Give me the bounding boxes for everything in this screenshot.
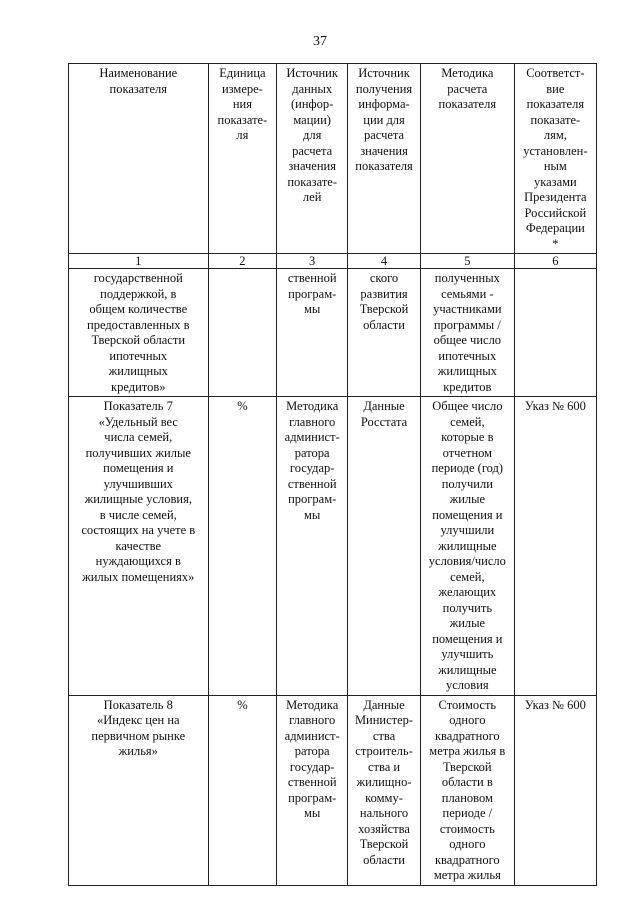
header-indicator-name: Наименование показателя	[69, 64, 209, 254]
header-data-source: Источник данных (инфор- мации) для расчета значения показате- лей	[277, 64, 348, 254]
cell-info-source: Данные Министер- ства строитель- ства и жилищно- комму- нального хозяйства Тверской области	[348, 695, 421, 885]
table-row-continued	[69, 269, 597, 397]
table-row-indicator-8	[69, 695, 597, 885]
cell-info-source: Данные Росстата	[348, 397, 421, 696]
cell-unit: %	[208, 397, 277, 696]
cell-unit	[208, 269, 277, 397]
cell-decree: Указ № 600	[514, 397, 596, 696]
cell-method: Стоимость одного квадратного метра жилья в Тверской области в плановом периоде / стоимость одного квадратного метра жилья	[420, 695, 514, 885]
cell-info-source: ского развития Тверской области	[348, 269, 421, 397]
column-number: 3	[277, 254, 348, 269]
table-row-indicator-7	[69, 397, 597, 696]
table-header-row	[69, 64, 597, 254]
column-number: 6	[514, 254, 596, 269]
header-info-source: Источник получения информа- ции для расчета значения показателя	[348, 64, 421, 254]
header-presidential-decree: Соответст- вие показателя показате- лям, установлен- ным указами Президента Российской Федерации *	[514, 64, 596, 254]
header-calculation-method: Методика расчета показателя	[420, 64, 514, 254]
header-unit: Единица измере- ния показате- ля	[208, 64, 277, 254]
column-number: 4	[348, 254, 421, 269]
page-number: 37	[313, 34, 327, 49]
indicators-table	[68, 63, 597, 886]
cell-unit: %	[208, 695, 277, 885]
cell-data-source: Методика главного админист- ратора государ- ственной програм- мы	[277, 695, 348, 885]
cell-indicator-name: Показатель 8 «Индекс цен на первичном рынке жилья»	[69, 695, 209, 885]
column-number: 5	[420, 254, 514, 269]
column-number: 2	[208, 254, 277, 269]
cell-decree	[514, 269, 596, 397]
cell-indicator-name: государственной поддержкой, в общем количестве предоставленных в Тверской области ипотечных жилищных кредитов»	[69, 269, 209, 397]
cell-data-source: Методика главного админист- ратора государ- ственной програм- мы	[277, 397, 348, 696]
cell-method: полученных семьями - участниками программы / общее число ипотечных жилищных кредитов	[420, 269, 514, 397]
cell-decree: Указ № 600	[514, 695, 596, 885]
cell-data-source: ственной програм- мы	[277, 269, 348, 397]
column-number: 1	[69, 254, 209, 269]
cell-method: Общее число семей, которые в отчетном периоде (год) получили жилые помещения и улучшили жилищные условия/число семей, желающих получить жилые помещения и улучшить жилищные условия	[420, 397, 514, 696]
column-numbers-row	[69, 254, 597, 269]
cell-indicator-name: Показатель 7 «Удельный вес числа семей, получивших жилые помещения и улучшивших жилищные условия, в числе семей, состоящих на учете в качестве нуждающихся в жилых помещениях»	[69, 397, 209, 696]
